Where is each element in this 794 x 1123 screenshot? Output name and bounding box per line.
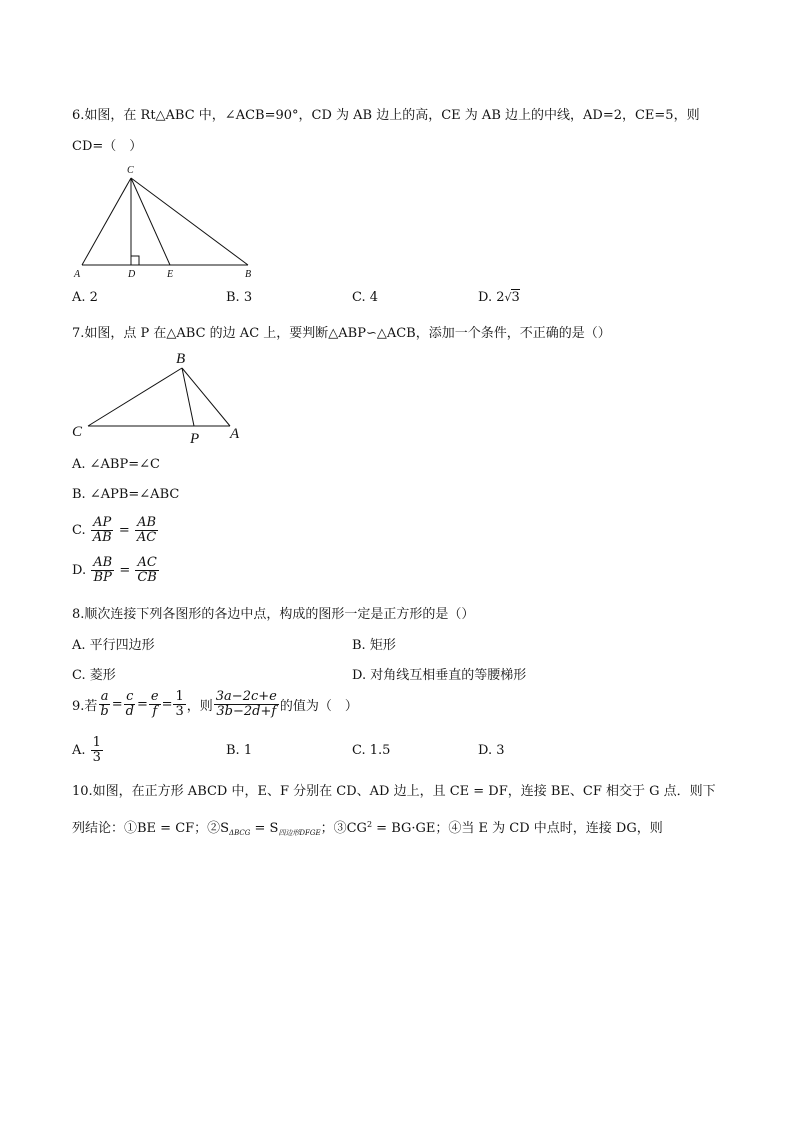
q6-label-c: C bbox=[127, 165, 134, 176]
q7-segment-bp bbox=[182, 368, 194, 426]
q7-option-a: A. ∠ABP=∠C bbox=[72, 457, 160, 472]
q9-stem: 9.若 $\frac{a}{b}$ = $\frac{c}{d}$ = $\frac{e}{f}$ = $\frac{1}{3}$ ，则 $\frac{3a-2c+e}{3b-2d+f}$ 的值为（ ） bbox=[72, 689, 358, 719]
q7-d-fraction-left: $\frac{AB}{BP}$ bbox=[93, 555, 113, 585]
q6-segment-ce bbox=[131, 178, 170, 265]
q9-option-a: A. $\frac{1}{3}$ bbox=[72, 735, 101, 765]
q9-fraction-one-third: $\frac{1}{3}$ bbox=[175, 689, 184, 719]
q9-fraction-c-d: $\frac{c}{d}$ bbox=[125, 689, 134, 719]
q6-option-d: D. 2√3 bbox=[478, 290, 520, 305]
q6-stem-line2: CD=（ ） bbox=[72, 139, 143, 154]
q7-segment-ba bbox=[182, 368, 230, 426]
q6-option-c: C. 4 bbox=[352, 290, 379, 305]
q10-stem-line2: 列结论：①BE = CF；$②S_{\Delta BCG} = S_{四边形DFGE}$；$③CG^2 = BG\cdot GE$；④当 E 为 CD 中点时，连接 DG，则 bbox=[72, 820, 663, 837]
q7-label-p: P bbox=[190, 431, 200, 447]
q7-label-a: A bbox=[230, 426, 240, 442]
q7-label-b: B bbox=[176, 351, 186, 367]
q6-option-b: B. 3 bbox=[226, 290, 253, 305]
q6-stem-line1: 6.如图，在 Rt△ABC 中，∠ACB=90°，CD 为 AB 边上的高，CE 为 AB 边上的中线，AD=2，CE=5，则 bbox=[72, 108, 700, 123]
q6-triangle-figure bbox=[70, 160, 270, 280]
q6-label-a: A bbox=[74, 269, 81, 280]
q8-option-c: C. 菱形 bbox=[72, 668, 116, 683]
q9-option-a-fraction: $\frac{1}{3}$ bbox=[92, 735, 101, 765]
q7-c-fraction-right: $\frac{AB}{AC}$ bbox=[136, 515, 157, 545]
q6-right-angle-mark bbox=[131, 256, 139, 265]
q7-option-d: D. $\frac{AB}{BP}$ = $\frac{AC}{CB}$ bbox=[72, 555, 157, 585]
q9-target-fraction: $\frac{3a-2c+e}{3b-2d+f}$ bbox=[215, 689, 277, 719]
q8-option-b: B. 矩形 bbox=[352, 638, 396, 653]
q6-label-e: E bbox=[167, 269, 174, 280]
q9-option-b: B. 1 bbox=[226, 743, 253, 758]
q7-segment-cb bbox=[88, 368, 182, 426]
q7-triangle-figure bbox=[68, 348, 258, 448]
q6-segment-cb bbox=[131, 178, 248, 265]
q7-c-fraction-left: $\frac{AP}{AB}$ bbox=[92, 515, 112, 545]
q6-segment-ca bbox=[82, 178, 131, 265]
q10-stem-line1: 10.如图，在正方形 ABCD 中，E、F 分别在 CD、AD 边上，且 CE = DF，连接 BE、CF 相交于 G 点．则下 bbox=[72, 784, 716, 799]
q9-fraction-e-f: $\frac{e}{f}$ bbox=[150, 689, 159, 719]
q7-option-c: C. $\frac{AP}{AB}$ = $\frac{AB}{AC}$ bbox=[72, 515, 157, 545]
q7-stem: 7.如图，点 P 在△ABC 的边 AC 上，要判断△ABP∽△ACB，添加一个条件，不正确的是（） bbox=[72, 326, 611, 341]
q8-stem: 8.顺次连接下列各图形的各边中点，构成的图形一定是正方形的是（） bbox=[72, 607, 475, 622]
q7-label-c: C bbox=[72, 424, 83, 440]
q7-option-b: B. ∠APB=∠ABC bbox=[72, 487, 180, 502]
q9-fraction-a-b: $\frac{a}{b}$ bbox=[100, 689, 109, 719]
q6-label-b: B bbox=[245, 269, 252, 280]
q8-option-d: D. 对角线互相垂直的等腰梯形 bbox=[352, 668, 527, 683]
q9-option-d: D. 3 bbox=[478, 743, 505, 758]
q9-option-c: C. 1.5 bbox=[352, 743, 391, 758]
q6-label-d: D bbox=[128, 269, 136, 280]
q6-option-a: A. 2 bbox=[72, 290, 98, 305]
q8-option-a: A. 平行四边形 bbox=[72, 638, 155, 653]
q7-d-fraction-right: $\frac{AC}{CB}$ bbox=[137, 555, 157, 585]
